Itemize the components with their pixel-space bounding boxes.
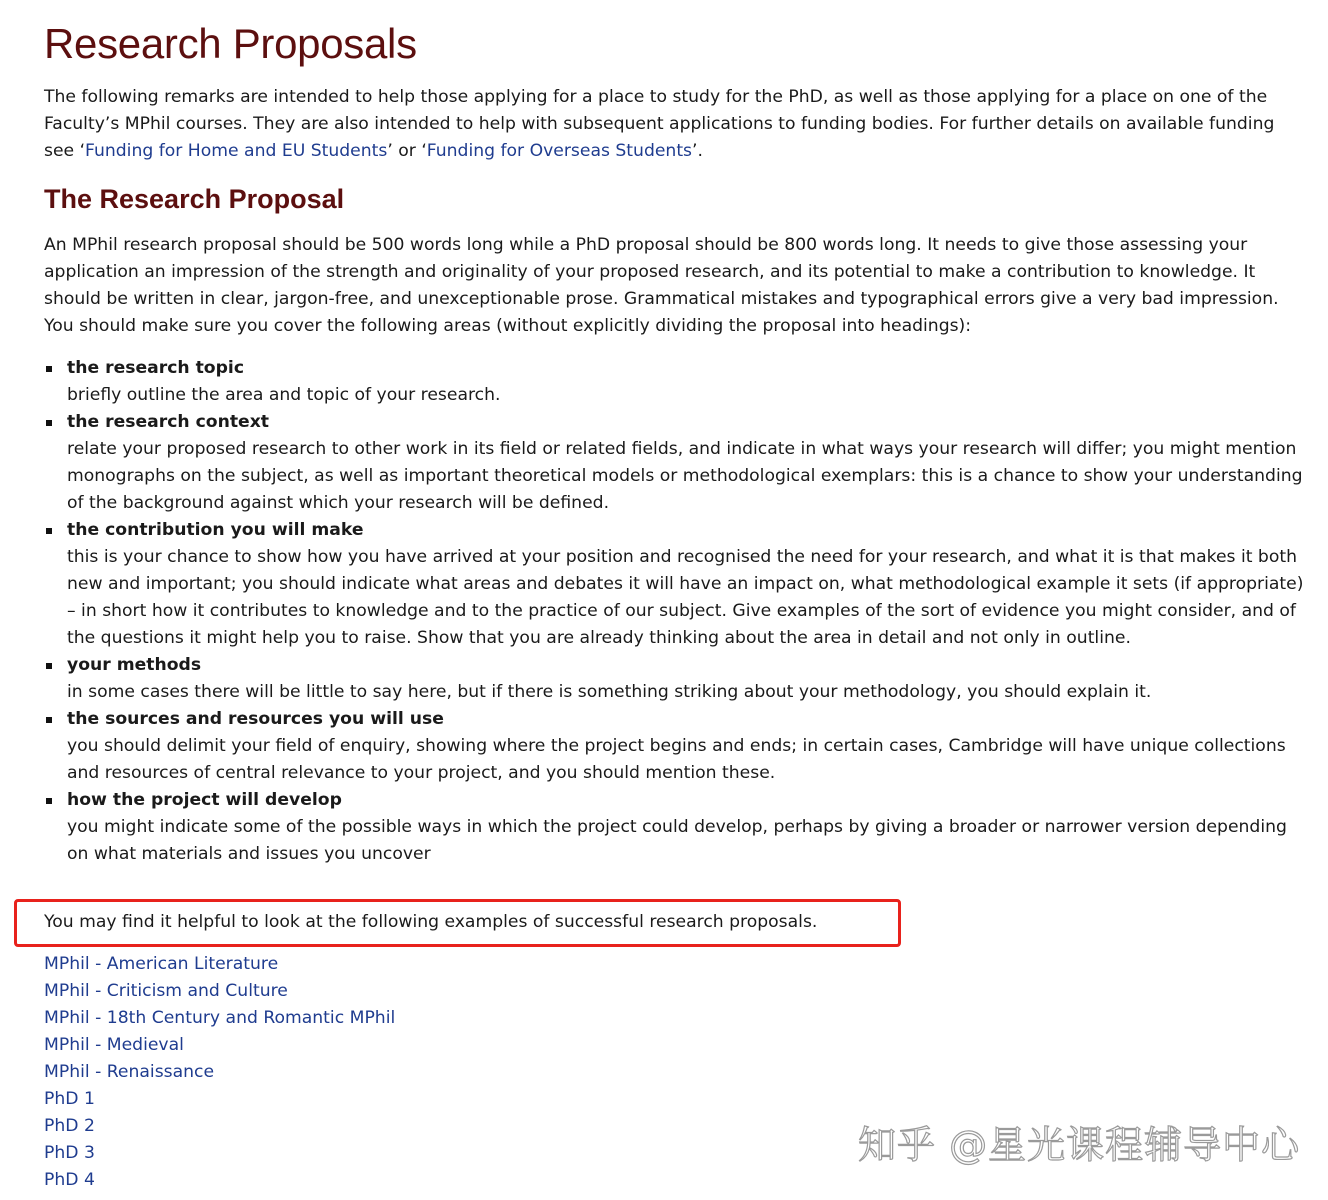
list-item-description: you might indicate some of the possible ways in which the project could develop, perhaps by giving a broader or narrower version depending on what materials and issues you uncover xyxy=(67,817,1287,864)
list-item xyxy=(44,517,1306,652)
list-item xyxy=(44,652,1306,706)
list-item-description: relate your proposed research to other work in its field or related fields, and indicate in what ways your research will differ; you might mention monographs on the subject, as well as important theoretical models or methodological exemplars: this is a chance to show your understanding of the background against which your research will be defined. xyxy=(67,439,1303,513)
examples-intro: You may find it helpful to look at the following examples of successful research proposals. xyxy=(44,912,818,932)
list-item xyxy=(44,787,1306,868)
bullet-icon xyxy=(46,798,52,804)
intro-text-after: ’. xyxy=(692,141,703,161)
intro-text-before: The following remarks are intended to help those applying for a place to study for the PhD, as well as those applying for a place on one of the Faculty’s MPhil courses. They are also intended to help with subsequent applications to funding bodies. For further details on available funding see ‘ xyxy=(44,87,1275,161)
example-link-mphil-american-literature[interactable]: MPhil - American Literature xyxy=(44,954,279,974)
section-body: An MPhil research proposal should be 500 words long while a PhD proposal should be 800 words long. It needs to give those assessing your application an impression of the strength and originality of your proposed research, and its potential to make a contribution to knowledge. It should be written in clear, jargon-free, and unexceptionable prose. Grammatical mistakes and typographical errors give a very bad impression. You should make sure you cover the following areas (without explicitly dividing the proposal into headings): xyxy=(44,235,1279,336)
bullet-icon xyxy=(46,528,52,534)
list-item-description: briefly outline the area and topic of your research. xyxy=(67,385,501,405)
list-item-description: in some cases there will be little to say here, but if there is something striking about your methodology, you should explain it. xyxy=(67,682,1152,702)
intro-paragraph xyxy=(44,84,1306,165)
example-link-mphil-renaissance[interactable]: MPhil - Renaissance xyxy=(44,1062,215,1082)
funding-home-eu-link[interactable]: Funding for Home and EU Students xyxy=(85,141,388,161)
page-title: Research Proposals xyxy=(44,20,417,67)
bullet-icon xyxy=(46,717,52,723)
example-link-phd-2[interactable]: PhD 2 xyxy=(44,1116,95,1136)
list-item-title: the research topic xyxy=(67,358,245,378)
bullet-icon xyxy=(46,366,52,372)
list-item-title: how the project will develop xyxy=(67,790,342,810)
example-link-mphil-18th-century-romantic[interactable]: MPhil - 18th Century and Romantic MPhil xyxy=(44,1008,396,1028)
example-link-mphil-criticism-culture[interactable]: MPhil - Criticism and Culture xyxy=(44,981,288,1001)
list-item xyxy=(44,355,1306,409)
list-item-description: you should delimit your field of enquiry, showing where the project begins and ends; in certain cases, Cambridge will have unique collections and resources of central relevance to your project, and you should mention these. xyxy=(67,736,1286,783)
list-item-title: your methods xyxy=(67,655,202,675)
intro-text-between: ’ or ‘ xyxy=(387,141,427,161)
watermark-text: 知乎 @星光课程辅导中心 xyxy=(858,1123,1301,1167)
funding-overseas-link[interactable]: Funding for Overseas Students xyxy=(426,141,693,161)
example-link-phd-1[interactable]: PhD 1 xyxy=(44,1089,95,1109)
list-item-title: the research context xyxy=(67,412,270,432)
bullet-icon xyxy=(46,663,52,669)
list-item-title: the contribution you will make xyxy=(67,520,364,540)
proposal-areas-list xyxy=(44,355,1306,868)
example-link-mphil-medieval[interactable]: MPhil - Medieval xyxy=(44,1035,184,1055)
list-item xyxy=(44,409,1306,517)
bullet-icon xyxy=(46,420,52,426)
example-link-phd-3[interactable]: PhD 3 xyxy=(44,1143,95,1163)
section-title: The Research Proposal xyxy=(44,184,345,214)
list-item-title: the sources and resources you will use xyxy=(67,709,444,729)
highlight-annotation-box xyxy=(14,899,901,947)
list-item xyxy=(44,706,1306,787)
example-links-list xyxy=(44,951,395,1194)
list-item-description: this is your chance to show how you have arrived at your position and recognised the need for your research, and what it is that makes it both new and important; you should indicate what areas and debates it will have an impact on, what methodological example it sets (if appropriate) – in short how it contributes to knowledge and to the practice of our subject. Give examples of the sort of evidence you might consider, and of the questions it might help you to raise. Show that you are already thinking about the area in detail and not only in outline. xyxy=(67,547,1304,648)
example-link-phd-4[interactable]: PhD 4 xyxy=(44,1170,95,1190)
